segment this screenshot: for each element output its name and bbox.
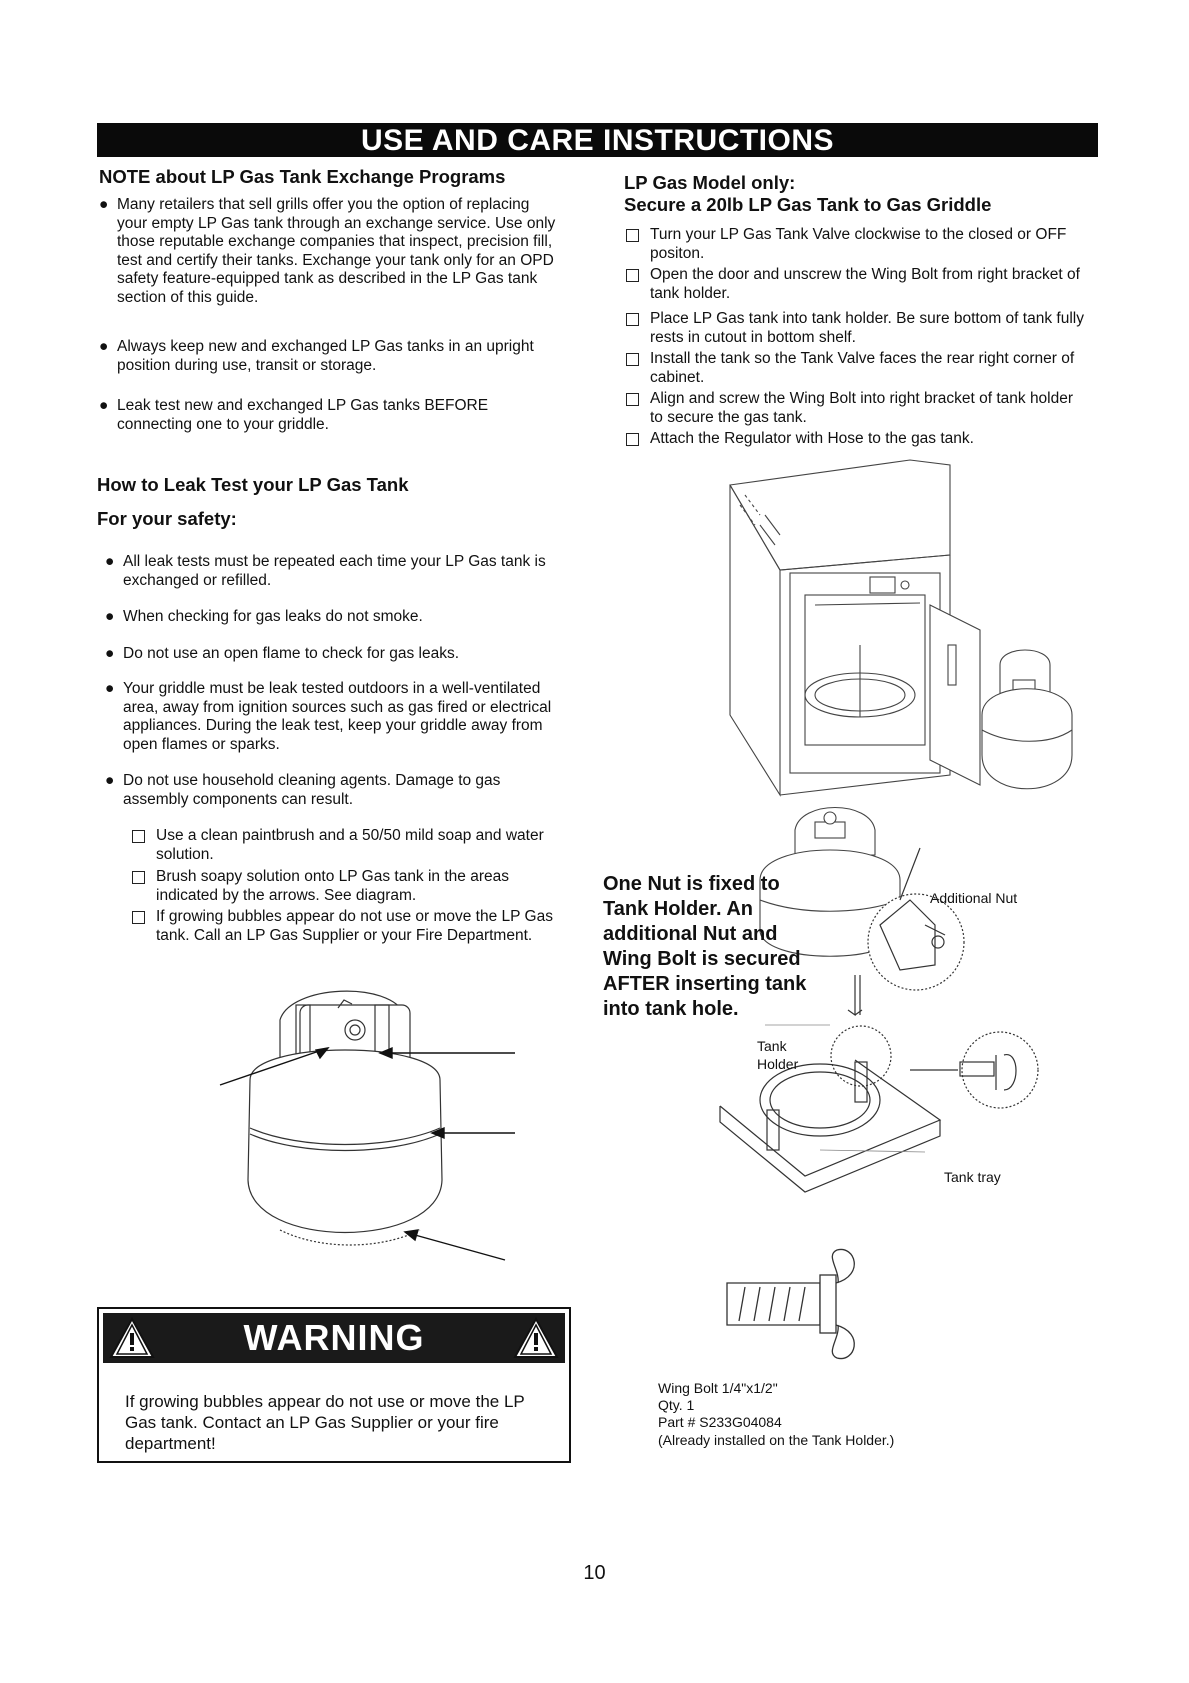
safety-bullet-3: ● Do not use an open flame to check for gas leaks. (105, 645, 460, 662)
checkbox-icon (626, 393, 639, 406)
bolt-qty: Qty. 1 (658, 1397, 695, 1413)
checkbox-icon (132, 830, 145, 843)
leak-test-heading: How to Leak Test your LP Gas Tank (97, 474, 409, 495)
bullet-icon: ● (105, 645, 115, 662)
griddle-cabinet-diagram (720, 455, 1090, 835)
wing-bolt-icon (725, 1245, 865, 1365)
warning-word: WARNING (243, 1317, 425, 1358)
bolt-part: Part # S233G04084 (658, 1414, 782, 1430)
bullet-icon: ● (105, 680, 115, 697)
checkbox-icon (626, 313, 639, 326)
checkbox-icon (626, 433, 639, 446)
warning-banner (103, 1313, 565, 1363)
leak-step-3: If growing bubbles appear do not use or move the LP Gas tank. Call an LP Gas Supplier or your Fire Department. (132, 908, 564, 945)
safety-bullet-4: ● Your griddle must be leak tested outdoors in a well-ventilated area, away from ignition sources such as gas fired or electrical appliances. During the leak test, keep your griddle away from open flames or sparks. (105, 680, 552, 753)
nut-callout: One Nut is fixed to Tank Holder. An additional Nut and Wing Bolt is secured AFTER inserting tank into tank hole. (603, 873, 807, 1020)
warning-triangle-icon (513, 1316, 559, 1360)
secure-heading: Secure a 20lb LP Gas Tank to Gas Griddle (624, 194, 992, 215)
leak-step-2: Brush soapy solution onto LP Gas tank in the areas indicated by the arrows. See diagram. (132, 868, 564, 905)
checkbox-icon (132, 911, 145, 924)
note-bullet-2: ● Always keep new and exchanged LP Gas tanks in an upright position during use, transit or storage. (99, 338, 534, 374)
page-number: 10 (583, 1562, 606, 1584)
checkbox-icon (626, 353, 639, 366)
bullet-icon: ● (105, 608, 115, 625)
secure-step-1: Turn your LP Gas Tank Valve clockwise to the closed or OFF positon. (626, 226, 1086, 263)
tank-holder-label-1: Tank (757, 1038, 787, 1054)
bullet-icon: ● (105, 553, 115, 570)
bullet-icon: ● (105, 772, 115, 789)
tank-holder-label-2: Holder (757, 1056, 799, 1072)
additional-nut-label: Additional Nut (930, 890, 1018, 906)
note-heading: NOTE about LP Gas Tank Exchange Programs (99, 166, 506, 187)
safety-heading: For your safety: (97, 508, 237, 529)
note-bullet-1: ● Many retailers that sell grills offer you the option of replacing your empty LP Gas tank through an exchange service. Use only those reputable exchange companies that inspect, precision fill, test and certify their tanks. Exchange your tank only for an OPD safety feature-equipped tank as described in the LP Gas tank section of this guide. (99, 196, 556, 306)
safety-bullet-1: ● All leak tests must be repeated each time your LP Gas tank is exchanged or refilled. (105, 553, 546, 589)
safety-bullet-5: ● Do not use household cleaning agents. Damage to gas assembly components can result. (105, 772, 501, 808)
secure-step-4: Install the tank so the Tank Valve faces the rear right corner of cabinet. (626, 350, 1086, 387)
page-title-banner: USE AND CARE INSTRUCTIONS (97, 123, 1098, 157)
secure-step-2: Open the door and unscrew the Wing Bolt from right bracket of tank holder. (626, 266, 1086, 303)
checkbox-icon (626, 269, 639, 282)
secure-step-5: Align and screw the Wing Bolt into right bracket of tank holder to secure the gas tank. (626, 390, 1086, 427)
checkbox-icon (132, 871, 145, 884)
checkbox-icon (626, 229, 639, 242)
bolt-note: (Already installed on the Tank Holder.) (658, 1432, 895, 1448)
note-bullet-3: ● Leak test new and exchanged LP Gas tanks BEFORE connecting one to your griddle. (99, 397, 489, 433)
bullet-icon: ● (99, 397, 109, 414)
bolt-name: Wing Bolt 1/4"x1/2" (658, 1380, 778, 1396)
leak-step-1: Use a clean paintbrush and a 50/50 mild soap and water solution. (132, 827, 564, 864)
lp-tank-diagram (220, 960, 540, 1260)
warning-box (97, 1307, 571, 1463)
warning-text: If growing bubbles appear do not use or move the LP Gas tank. Contact an LP Gas Supplier or your fire department! (125, 1392, 525, 1453)
model-heading: LP Gas Model only: (624, 172, 796, 193)
bullet-icon: ● (99, 338, 109, 355)
secure-step-6: Attach the Regulator with Hose to the gas tank. (626, 430, 1086, 449)
secure-step-3: Place LP Gas tank into tank holder. Be sure bottom of tank fully rests in cutout in bottom shelf. (626, 310, 1086, 347)
bullet-icon: ● (99, 196, 109, 213)
safety-bullet-2: ● When checking for gas leaks do not smoke. (105, 608, 423, 625)
tank-tray-label: Tank tray (944, 1169, 1001, 1185)
